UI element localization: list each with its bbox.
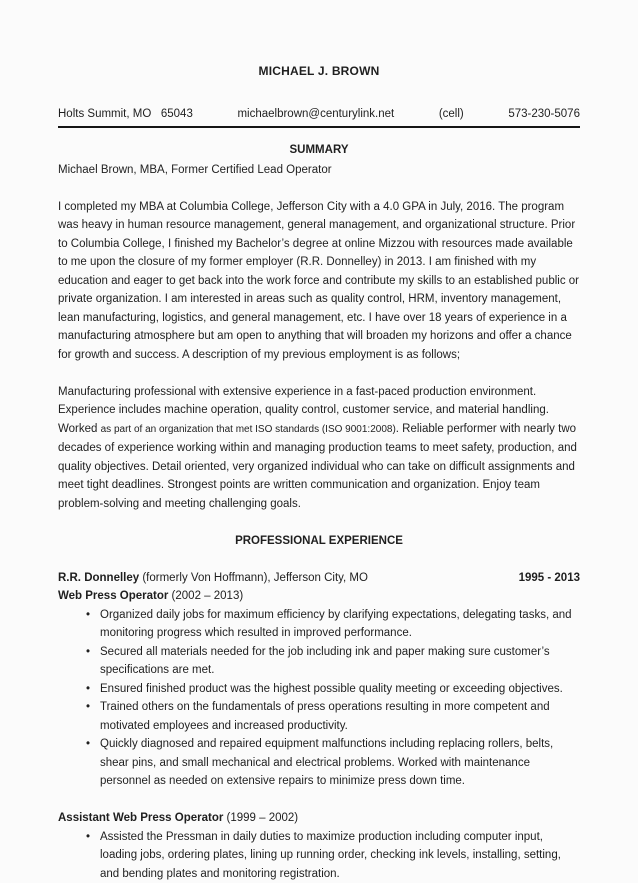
- experience-heading: PROFESSIONAL EXPERIENCE: [58, 532, 580, 551]
- role-period: (1999 – 2002): [223, 812, 298, 824]
- role-title: Assistant Web Press Operator: [58, 812, 223, 824]
- company-detail: (formerly Von Hoffmann), Jefferson City, MO: [139, 572, 368, 584]
- header-divider: [58, 126, 580, 128]
- role-title-web-press-operator: [58, 587, 580, 606]
- contact-row: [58, 105, 580, 124]
- contact-phone: 573-230-5076: [508, 105, 580, 124]
- company-line: [58, 569, 368, 588]
- bullet-item: • Ensured finished product was the highest possible quality meeting or exceeding objectives.: [58, 680, 580, 699]
- resume-name: MICHAEL J. BROWN: [58, 62, 580, 81]
- bullet-item: • Organized daily jobs for maximum efficiency by clarifying expectations, delegating tasks, and monitoring progress which resulted in improved performance.: [58, 606, 580, 643]
- summary-paragraph-2-start: Manufacturing professional with extensive experience in a fast-paced production environment. Experience includes machine operation, quality control, customer service, and material handling. Worked: [58, 386, 549, 435]
- contact-email: michaelbrown@centurylink.net: [237, 105, 394, 124]
- bullet-item: • Assisted the Pressman in daily duties to maximize production including computer input, loading jobs, ordering plates, lining up running order, checking ink levels, installing, setting, and bending plates and monitoring registration.: [58, 828, 580, 883]
- summary-paragraph-1: I completed my MBA at Columbia College, Jefferson City with a 4.0 GPA in July, 2016. The program was heavy in human resource management, general management, and organizational structure. Prior to Columbia College, I finished my Bachelor’s degree at online Mizzou with resources made available to me upon the closure of my former employer (R.R. Donnelley) in 2013. I am finished with my education and eager to get back into the work force and contribute my skills to an established public or private organization. I am interested in areas such as quality control, HRM, inventory management, lean manufacturing, logistics, and general management, etc. I have over 18 years of experience in a manufacturing atmosphere but am open to anything that will broaden my horizons and offer a chance for growth and success. A description of my previous employment is as follows;: [58, 198, 580, 365]
- role-bullets-assistant-web-press-operator: [58, 828, 580, 883]
- company-row: [58, 569, 580, 588]
- summary-paragraph-2-end: . Reliable performer with nearly two decades of experience working within and managing production teams to meet safety, production, and quality objectives. Detail oriented, very organized individual who can take on difficult assignments and meet tight deadlines. Strongest points are written communication and organization. Enjoy team problem-solving and meeting challenging goals.: [58, 423, 577, 510]
- summary-subtitle: Michael Brown, MBA, Former Certified Lead Operator: [58, 161, 580, 180]
- company-name: R.R. Donnelley: [58, 572, 139, 584]
- bullet-item: • Secured all materials needed for the job including ink and paper making sure customer’s specifications are met.: [58, 643, 580, 680]
- company-dates: 1995 - 2013: [519, 569, 580, 588]
- role-bullets-web-press-operator: [58, 606, 580, 791]
- contact-location: Holts Summit, MO 65043: [58, 105, 193, 124]
- summary-heading: SUMMARY: [58, 141, 580, 160]
- role-period: (2002 – 2013): [168, 590, 243, 602]
- summary-paragraph-2: [58, 383, 580, 514]
- role-title: Web Press Operator: [58, 590, 168, 602]
- bullet-item: • Trained others on the fundamentals of press operations resulting in more competent and motivated employees and increased productivity.: [58, 698, 580, 735]
- role-title-assistant-web-press-operator: [58, 809, 580, 828]
- contact-cell-label: (cell): [439, 105, 464, 124]
- bullet-item: • Quickly diagnosed and repaired equipment malfunctions including replacing rollers, belts, shear pins, and small mechanical and electrical problems. Worked with maintenance personnel as needed on extensive repairs to minimize press down time.: [58, 735, 580, 791]
- summary-paragraph-2-iso-note: as part of an organization that met ISO standards (ISO 9001:2008): [101, 424, 396, 435]
